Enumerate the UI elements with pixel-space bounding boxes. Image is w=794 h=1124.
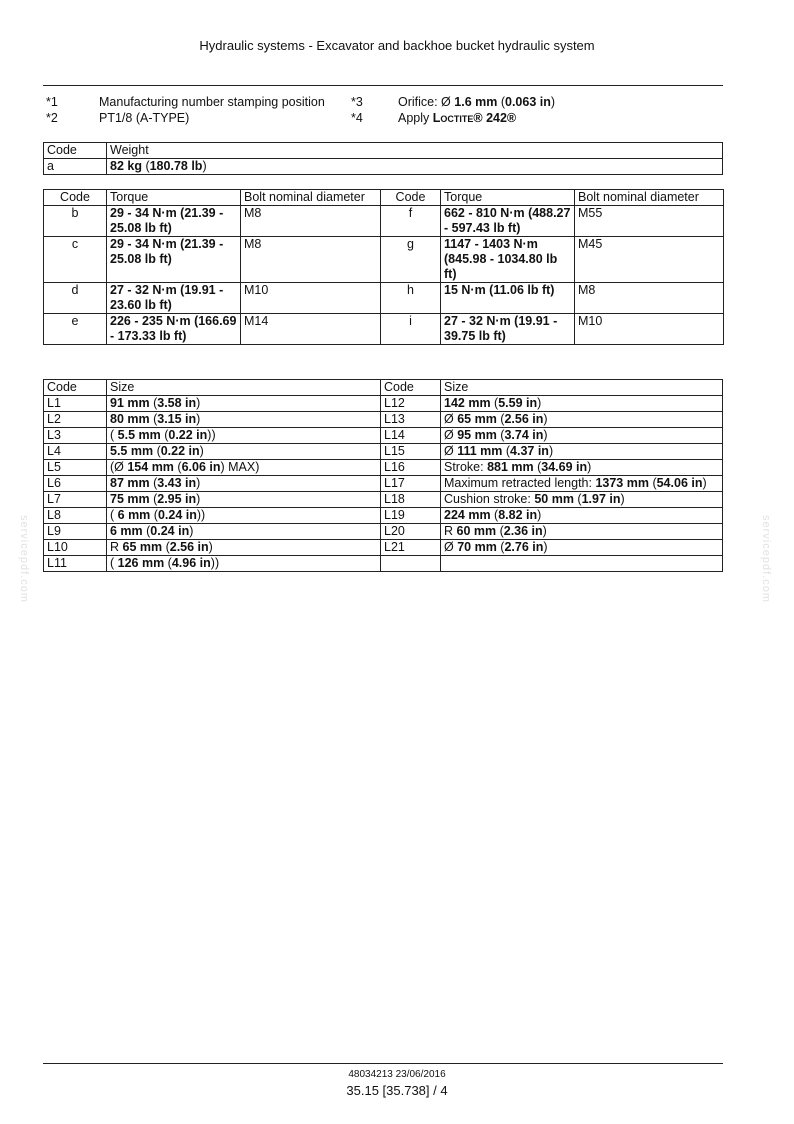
notes-row-2 (43, 110, 723, 126)
weight-cell: 82 kg (180.78 lb) (107, 159, 723, 175)
header-rule (43, 85, 723, 86)
torque-table (43, 189, 724, 345)
column-header: Code (381, 190, 441, 206)
code-cell: f (381, 206, 441, 237)
notes-block (43, 94, 723, 126)
code-cell: c (44, 237, 107, 283)
footer-rule (43, 1063, 723, 1064)
code-cell: d (44, 283, 107, 314)
table-header-row (44, 143, 723, 159)
bolt-cell: M10 (241, 283, 381, 314)
note-mark: *4 (351, 111, 363, 125)
column-header: Code (44, 380, 107, 396)
torque-cell: 29 - 34 N·m (21.39 - 25.08 lb ft) (107, 237, 241, 283)
size-cell: (Ø 154 mm (6.06 in) MAX) (107, 460, 381, 476)
table-row (44, 237, 724, 283)
code-cell: L10 (44, 540, 107, 556)
code-cell: L3 (44, 428, 107, 444)
table-row (44, 314, 724, 345)
code-cell: L11 (44, 556, 107, 572)
size-cell: Ø 70 mm (2.76 in) (441, 540, 723, 556)
size-cell: ( 6 mm (0.24 in)) (107, 508, 381, 524)
size-cell: 80 mm (3.15 in) (107, 412, 381, 428)
table-header-row (44, 190, 724, 206)
note-text: PT1/8 (A-TYPE) (99, 111, 190, 125)
table-header-row (44, 380, 723, 396)
size-cell: 91 mm (3.58 in) (107, 396, 381, 412)
size-cell: Ø 95 mm (3.74 in) (441, 428, 723, 444)
torque-cell: 226 - 235 N·m (166.69 - 173.33 lb ft) (107, 314, 241, 345)
code-cell: L7 (44, 492, 107, 508)
table-row (44, 283, 724, 314)
torque-cell: 662 - 810 N·m (488.27 - 597.43 lb ft) (441, 206, 575, 237)
bolt-cell: M8 (241, 206, 381, 237)
notes-row-1 (43, 94, 723, 110)
column-header: Code (381, 380, 441, 396)
note-text: Manufacturing number stamping position (99, 95, 325, 109)
code-cell: g (381, 237, 441, 283)
size-cell: 87 mm (3.43 in) (107, 476, 381, 492)
table-row (44, 492, 723, 508)
table-row (44, 444, 723, 460)
size-cell: Cushion stroke: 50 mm (1.97 in) (441, 492, 723, 508)
size-table-body (44, 380, 723, 572)
code-cell: e (44, 314, 107, 345)
size-table (43, 379, 723, 572)
size-cell: Stroke: 881 mm (34.69 in) (441, 460, 723, 476)
bolt-cell: M8 (241, 237, 381, 283)
code-cell: L18 (381, 492, 441, 508)
size-cell: 142 mm (5.59 in) (441, 396, 723, 412)
code-cell: L5 (44, 460, 107, 476)
column-header: Code (44, 143, 107, 159)
footer-page-number: 35.15 [35.738] / 4 (346, 1083, 448, 1098)
note-mark: *2 (46, 111, 58, 125)
table-row (44, 428, 723, 444)
code-cell: L14 (381, 428, 441, 444)
column-header: Bolt nominal diameter (575, 190, 724, 206)
size-cell (441, 556, 723, 572)
watermark-left: servicepdf.com (18, 515, 30, 603)
watermark-right: servicepdf.com (760, 515, 772, 603)
code-cell: L6 (44, 476, 107, 492)
size-cell: ( 5.5 mm (0.22 in)) (107, 428, 381, 444)
code-cell: L16 (381, 460, 441, 476)
code-cell: L13 (381, 412, 441, 428)
table-row (44, 412, 723, 428)
table-row (44, 159, 723, 175)
footer-doc-id: 48034213 23/06/2016 (348, 1069, 446, 1080)
size-cell: Maximum retracted length: 1373 mm (54.06 in) (441, 476, 723, 492)
size-cell: 6 mm (0.24 in) (107, 524, 381, 540)
torque-cell: 27 - 32 N·m (19.91 - 39.75 lb ft) (441, 314, 575, 345)
size-cell: ( 126 mm (4.96 in)) (107, 556, 381, 572)
column-header: Torque (441, 190, 575, 206)
bolt-cell: M55 (575, 206, 724, 237)
column-header: Torque (107, 190, 241, 206)
size-cell: 75 mm (2.95 in) (107, 492, 381, 508)
column-header: Code (44, 190, 107, 206)
table-row (44, 206, 724, 237)
code-cell (381, 556, 441, 572)
size-cell: 5.5 mm (0.22 in) (107, 444, 381, 460)
weight-table (43, 142, 723, 175)
code-cell: L17 (381, 476, 441, 492)
bolt-cell: M14 (241, 314, 381, 345)
code-cell: L4 (44, 444, 107, 460)
torque-cell: 1147 - 1403 N·m (845.98 - 1034.80 lb ft) (441, 237, 575, 283)
note-text-loctite: Apply Loctite® 242® (398, 111, 517, 125)
code-cell: h (381, 283, 441, 314)
column-header: Size (441, 380, 723, 396)
code-cell: L20 (381, 524, 441, 540)
bolt-cell: M45 (575, 237, 724, 283)
column-header: Bolt nominal diameter (241, 190, 381, 206)
code-cell: L19 (381, 508, 441, 524)
code-cell: L8 (44, 508, 107, 524)
note-mark: *1 (46, 95, 58, 109)
code-cell: L15 (381, 444, 441, 460)
size-cell: R 60 mm (2.36 in) (441, 524, 723, 540)
page-header-title: Hydraulic systems - Excavator and backhoe bucket hydraulic system (199, 38, 595, 53)
torque-cell: 15 N·m (11.06 lb ft) (441, 283, 575, 314)
note-mark: *3 (351, 95, 363, 109)
code-cell: i (381, 314, 441, 345)
code-cell: L21 (381, 540, 441, 556)
column-header: Size (107, 380, 381, 396)
table-row (44, 508, 723, 524)
size-cell: 224 mm (8.82 in) (441, 508, 723, 524)
code-cell: a (44, 159, 107, 175)
note-text-orifice: Orifice: Ø 1.6 mm (0.063 in) (398, 95, 556, 109)
table-row (44, 396, 723, 412)
code-cell: b (44, 206, 107, 237)
code-cell: L12 (381, 396, 441, 412)
bolt-cell: M10 (575, 314, 724, 345)
size-cell: Ø 111 mm (4.37 in) (441, 444, 723, 460)
size-cell: R 65 mm (2.56 in) (107, 540, 381, 556)
table-row (44, 476, 723, 492)
column-header: Weight (107, 143, 723, 159)
torque-cell: 27 - 32 N·m (19.91 - 23.60 lb ft) (107, 283, 241, 314)
code-cell: L9 (44, 524, 107, 540)
size-cell: Ø 65 mm (2.56 in) (441, 412, 723, 428)
table-row (44, 556, 723, 572)
table-row (44, 524, 723, 540)
table-row (44, 460, 723, 476)
code-cell: L2 (44, 412, 107, 428)
table-row (44, 540, 723, 556)
torque-cell: 29 - 34 N·m (21.39 - 25.08 lb ft) (107, 206, 241, 237)
code-cell: L1 (44, 396, 107, 412)
bolt-cell: M8 (575, 283, 724, 314)
